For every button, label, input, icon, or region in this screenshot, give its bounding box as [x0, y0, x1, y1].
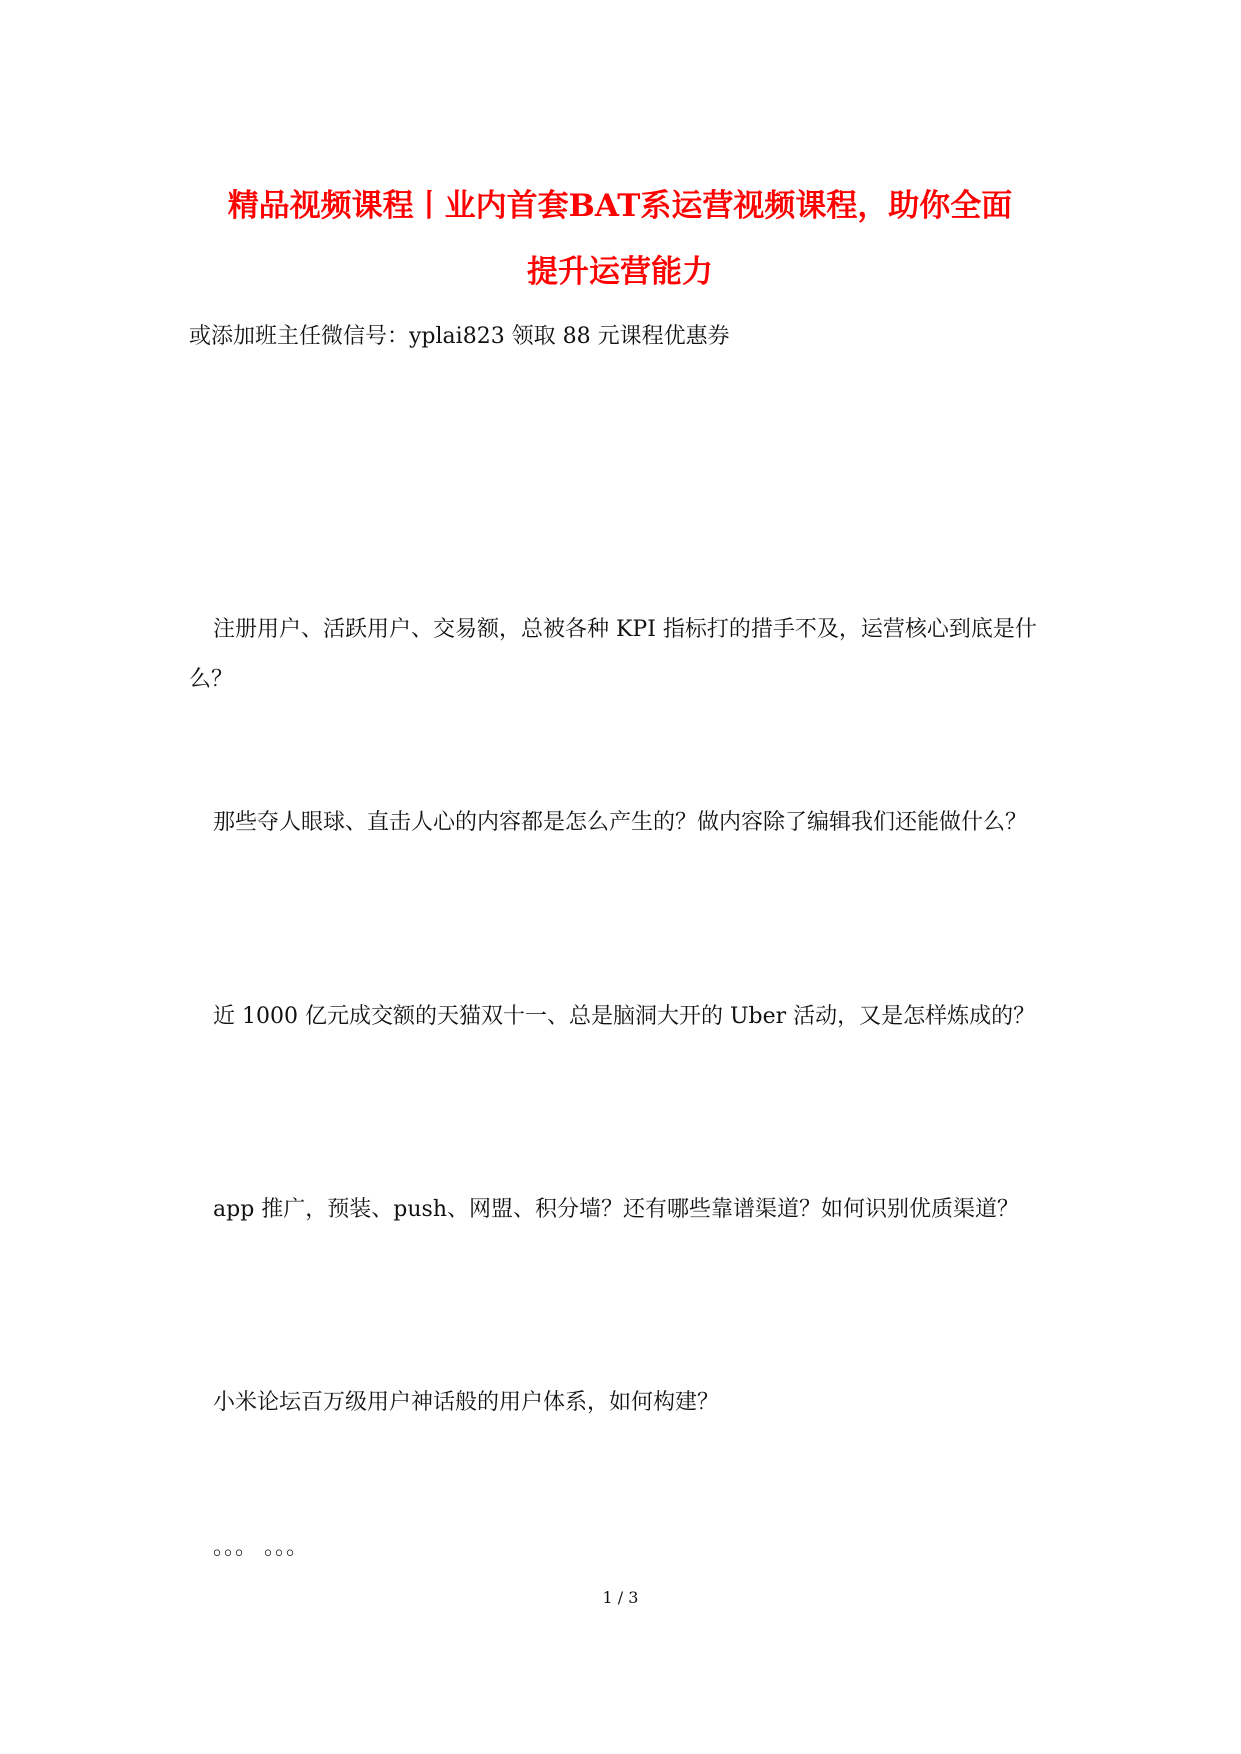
paragraph — [189, 992, 1069, 1042]
document-title-line-2: 提升运营能力 — [527, 254, 713, 290]
paragraph-text: 那些夺人眼球、直击人心的内容都是怎么产生的？做内容除了编辑我们还能做什么？ — [213, 810, 1028, 835]
document-title-line-1: 精品视频课程丨业内首套BAT系运营视频课程，助你全面 — [227, 188, 1013, 224]
paragraph-text: 注册用户、活跃用户、交易额，总被各种 KPI 指标打的措手不及，运营核心到底是什么？ — [189, 617, 1037, 692]
paragraph — [189, 605, 1069, 705]
wechat-coupon-note: 或添加班主任微信号：yplai823 领取 88 元课程优惠券 — [189, 324, 730, 349]
paragraph-text: 小米论坛百万级用户神话般的用户体系，如何构建？ — [213, 1390, 720, 1415]
paragraph — [189, 1378, 1069, 1428]
paragraph — [189, 1185, 1069, 1235]
paragraph-text: 近 1000 亿元成交额的天猫双十一、总是脑洞大开的 Uber 活动，又是怎样炼成的？ — [213, 1004, 1036, 1029]
ellipsis-marks: 。。。 。。。 — [213, 1535, 308, 1560]
paragraph-text: app 推广，预装、push、网盟、积分墙？还有哪些靠谱渠道？如何识别优质渠道？ — [213, 1197, 1019, 1222]
paragraph — [189, 798, 1069, 848]
page-number: 1 / 3 — [602, 1588, 639, 1607]
